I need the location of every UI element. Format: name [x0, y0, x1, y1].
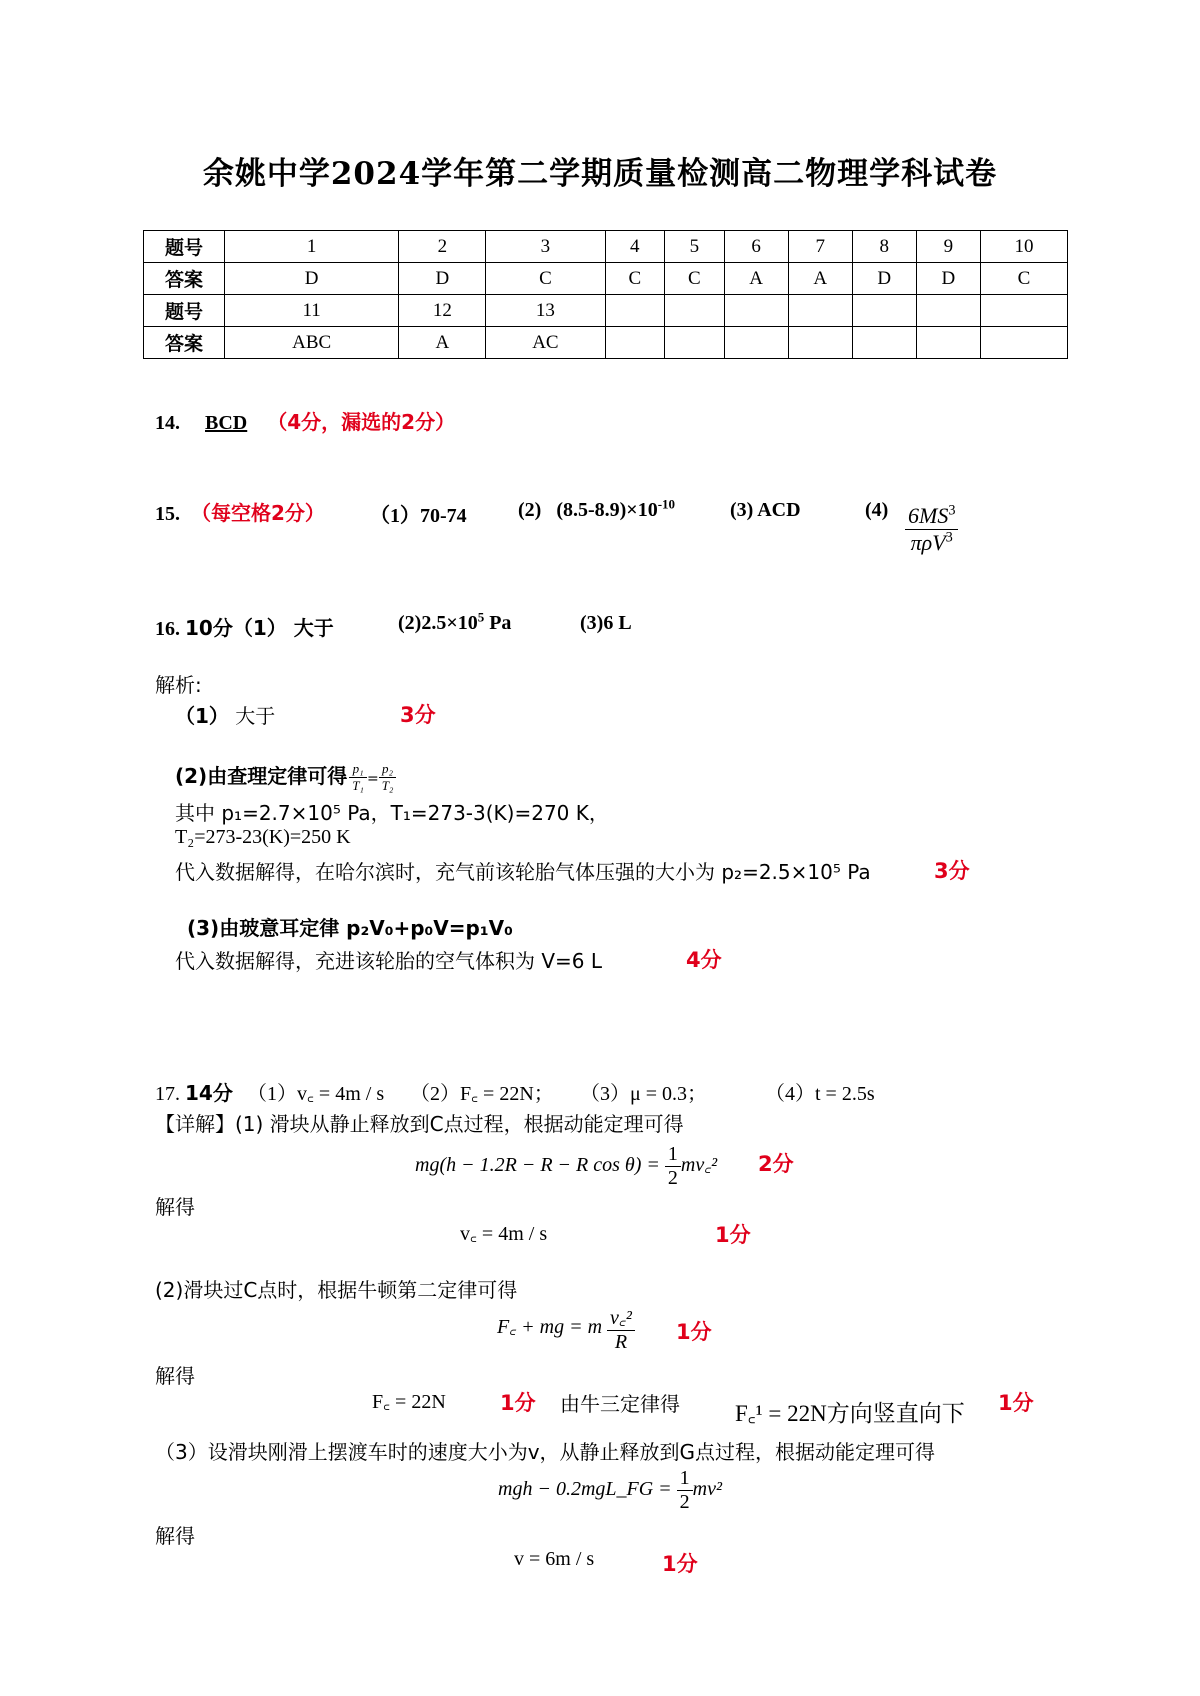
q16-s2-line4: 代入数据解得，在哈尔滨时，充气前该轮胎气体压强的大小为 p₂=2.5×10⁵ Pa	[175, 860, 871, 884]
table-cell	[788, 295, 852, 327]
q16-s1: （1） 大于	[175, 704, 276, 728]
q17-newton3: 由牛三定律得	[560, 1392, 680, 1416]
q16-answer2: $(2)2.5\times 10^5$ Pa	[398, 609, 512, 634]
table-header-cell: 题号	[144, 231, 225, 263]
q17-result2: F꜀ = 22N	[372, 1391, 446, 1413]
table-cell	[980, 327, 1067, 359]
q16-s2-score: 3分	[934, 859, 970, 883]
q17-header: 17. 14分	[155, 1081, 233, 1105]
table-row	[144, 263, 1068, 295]
q16-s2-line2: 其中 p₁=2.7×10⁵ Pa，T₁=273-3(K)=270 K，	[175, 801, 609, 825]
q15-part3: (3) ACD	[730, 499, 801, 521]
q15-number: 15.	[155, 503, 180, 525]
table-header-cell: 答案	[144, 327, 225, 359]
table-cell: 1	[225, 231, 399, 263]
q17-solve2: 解得	[155, 1364, 195, 1388]
table-cell: C	[665, 263, 725, 295]
table-cell: C	[486, 263, 605, 295]
table-cell	[852, 295, 916, 327]
table-cell	[916, 295, 980, 327]
q16-header: 16. 10分（1） 大于	[155, 616, 334, 640]
q16-s2-title: (2)由查理定律可得 $\frac{\text{p₁}}{\text{T₁}}$ = $\frac{\text{p₂}}{\text{T₂}}$	[175, 760, 396, 794]
table-cell	[605, 295, 665, 327]
q17-q3-text: （3）设滑块刚滑上摆渡车时的速度大小为v，从静止释放到G点过程，根据动能定理可得	[155, 1440, 936, 1464]
q16-s3-score: 4分	[686, 948, 722, 972]
table-header-cell: 题号	[144, 295, 225, 327]
q15-part1: （1）70-74	[370, 505, 467, 527]
table-cell: 5	[665, 231, 725, 263]
answer-table	[143, 230, 1068, 359]
table-cell	[916, 327, 980, 359]
table-row	[144, 327, 1068, 359]
q17-solve3: 解得	[155, 1524, 195, 1548]
table-row	[144, 295, 1068, 327]
q17-eq3: mgh − 0.2mgL_FG = $\frac{1}{2}$ mv²	[498, 1467, 722, 1513]
q17-result3: v = 6m / s	[514, 1548, 595, 1570]
table-cell: 6	[724, 231, 788, 263]
table-cell: 2	[399, 231, 486, 263]
table-cell: 10	[980, 231, 1067, 263]
table-row	[144, 231, 1068, 263]
table-cell: D	[399, 263, 486, 295]
q17-solve1: 解得	[155, 1195, 195, 1219]
table-cell	[665, 327, 725, 359]
table-cell: 13	[486, 295, 605, 327]
table-cell: AC	[486, 327, 605, 359]
table-cell: 4	[605, 231, 665, 263]
q14-answer: BCD	[205, 412, 248, 434]
q17-eq2-score: 1分	[676, 1320, 712, 1344]
q15-part4-formula: $\frac{6MS^3}{\pi\rho V^3}$	[905, 503, 958, 556]
q16-s1-score: 3分	[400, 703, 436, 727]
table-cell	[788, 327, 852, 359]
table-cell: C	[605, 263, 665, 295]
q17-eq1: mg(h − 1.2R − R − R cos θ) = $\frac{1}{2}$ mv꜀²	[415, 1143, 718, 1189]
table-cell	[724, 327, 788, 359]
q15-line	[155, 497, 325, 526]
q14-score-note: （4分，漏选的2分）	[267, 410, 456, 434]
q16-s2-line3: T₂=273-23(K)=250 K	[175, 826, 351, 848]
q17-result1: v꜀ = 4m / s	[460, 1223, 548, 1245]
table-cell	[852, 327, 916, 359]
q16-analysis-label: 解析:	[155, 673, 202, 697]
q17-detail: 【详解】(1) 滑块从静止释放到C点过程，根据动能定理可得	[155, 1112, 684, 1136]
q17-result3-score: 1分	[662, 1552, 698, 1576]
q14-number: 14.	[155, 412, 180, 434]
table-cell	[605, 327, 665, 359]
table-cell	[980, 295, 1067, 327]
table-cell: A	[788, 263, 852, 295]
q17-answer1: （1）v꜀ = 4m / s	[247, 1083, 385, 1105]
table-cell: 3	[486, 231, 605, 263]
q16-s3-title: (3)由玻意耳定律 p₂V₀+p₀V=p₁V₀	[187, 916, 513, 940]
table-cell: 12	[399, 295, 486, 327]
q16-s3-line2: 代入数据解得，充进该轮胎的空气体积为 V=6 L	[175, 949, 603, 973]
q15-part2: (2) $(8.5-8.9)\times 10^{-10}$	[518, 496, 676, 521]
q15-part4-label: (4)	[865, 499, 889, 521]
table-cell	[724, 295, 788, 327]
table-cell: D	[916, 263, 980, 295]
table-cell: D	[852, 263, 916, 295]
q16-answer3: (3)6 L	[580, 612, 632, 634]
q14-line	[155, 406, 455, 435]
table-cell: C	[980, 263, 1067, 295]
q17-result1-score: 1分	[715, 1223, 751, 1247]
q17-answer2: （2）F꜀ = 22N；	[410, 1083, 554, 1105]
table-header-cell: 答案	[144, 263, 225, 295]
page-title: 余姚中学2024学年第二学期质量检测高二物理学科试卷	[202, 156, 998, 192]
table-cell: 7	[788, 231, 852, 263]
q15-score-note: （每空格2分）	[191, 501, 325, 525]
table-cell: ABC	[225, 327, 399, 359]
table-cell: 8	[852, 231, 916, 263]
q17-result2-score: 1分	[500, 1391, 536, 1415]
table-cell: A	[724, 263, 788, 295]
table-cell: 9	[916, 231, 980, 263]
q17-answer4: （4）t = 2.5s	[765, 1083, 875, 1105]
q17-eq1-score: 2分	[758, 1152, 794, 1176]
table-cell: D	[225, 263, 399, 295]
table-cell: 11	[225, 295, 399, 327]
q17-answer3: （3）μ = 0.3；	[580, 1083, 708, 1105]
q17-eq2: F꜀ + mg = m $\frac{\text{v꜀²}}{R}$	[497, 1303, 635, 1354]
q17-result2b: F꜀¹ = 22N方向竖直向下	[735, 1401, 965, 1426]
table-cell	[665, 295, 725, 327]
q17-result2b-score: 1分	[998, 1391, 1034, 1415]
q17-q2-text: (2)滑块过C点时，根据牛顿第二定律可得	[155, 1278, 518, 1302]
table-cell: A	[399, 327, 486, 359]
